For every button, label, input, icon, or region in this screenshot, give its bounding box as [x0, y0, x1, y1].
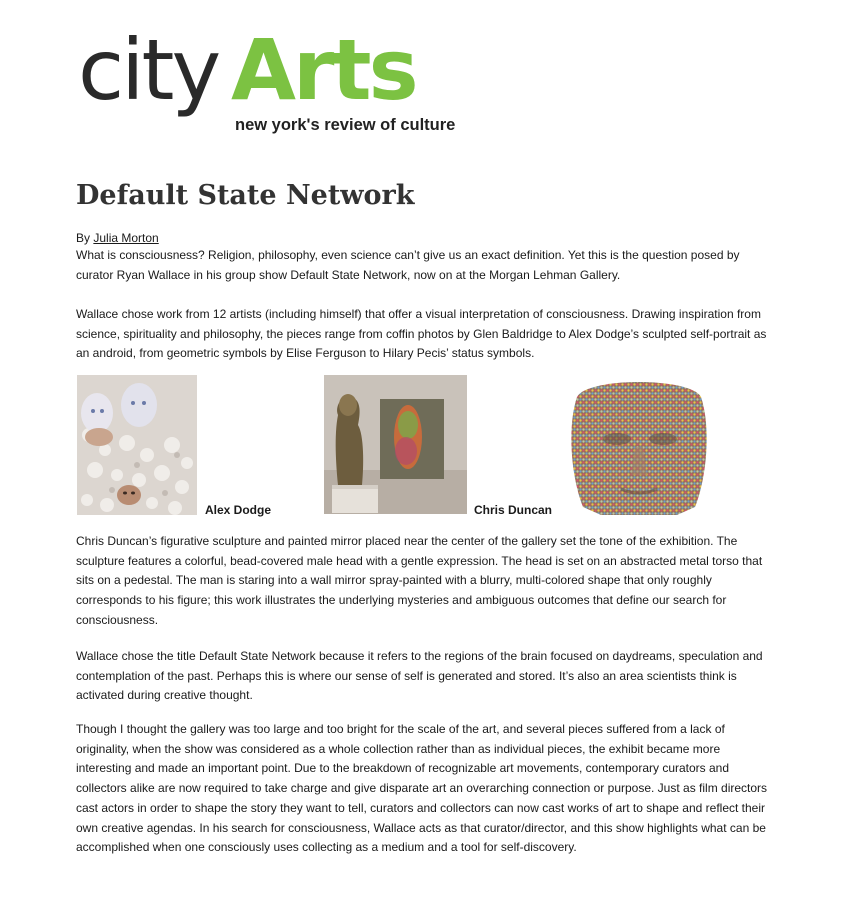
photo-bead-head-illustration	[567, 377, 711, 515]
paragraph-review: Though I thought the gallery was too large and too bright for the scale of the art, and several pieces suffered from a lack of originality, when the show was considered as a whole collection rather than as individual pieces, the exhibit became more interesting and made an important point. Due to the breakdown of recognizable art movements, contemporary curators and collectors alike are now required to take charge and give disparate art an overarching connection or purpose. Just as film directors cast actors in order to shape the story they want to tell, curators and collectors can now cast works of art to shape and reflect their own creative agendas. In his search for consciousness, Wallace acts as that curator/director, and this show highlights what can be accomplished when one consciously uses collecting as a medium and a tool for self-discovery.	[76, 722, 768, 855]
photo-chris-duncan-installation	[324, 375, 467, 514]
byline-prefix: By	[76, 231, 91, 245]
paragraph-title-meaning: Wallace chose the title Default State Network because it refers to the regions of the brain focused on daydreams, speculation and contemplation of the past. Perhaps this is where our sense of self is generated and stored. It’s also an area scientists think is activated during creative thought.	[76, 649, 763, 703]
paragraph-chris-duncan: Chris Duncan’s figurative sculpture and painted mirror placed near the center of the gallery set the tone of the exhibition. The sculpture features a colorful, bead-covered male head with a gentle expression. The head is set on an abstracted metal torso that sits on a pedestal. The man is staring into a wall mirror spray-painted with a blurry, multi-colored shape that only roughly corresponds to his figure; this work illustrates the underlying mysteries and ambiguous outcomes that define our search for consciousness.	[76, 534, 763, 627]
photo-chris-duncan-bead-head	[567, 377, 711, 515]
cityarts-logo[interactable]	[78, 21, 468, 138]
byline	[76, 231, 159, 245]
logo-arts-wordmark: Arts	[231, 21, 416, 119]
logo-city-wordmark: city	[78, 21, 219, 119]
photo-caption-alex-dodge: Alex Dodge	[205, 503, 272, 517]
photo-caption-chris-duncan: Chris Duncan	[474, 503, 553, 517]
paragraph-artists: Wallace chose work from 12 artists (including himself) that offer a visual interpretation of consciousness. Drawing inspiration from science, spirituality and philosophy, the pieces range from coffin photos by Glen Baldridge to Alex Dodge’s sculpted self-portrait as an android, from geometric symbols by Elise Ferguson to Hilary Pecis’ status symbols.	[76, 307, 767, 361]
article-title: Default State Network	[76, 180, 415, 211]
photo-chris-duncan-illustration	[324, 375, 467, 514]
photo-alex-dodge	[77, 375, 197, 515]
author-link[interactable]: Julia Morton	[93, 231, 159, 245]
paragraph-intro: What is consciousness? Religion, philosophy, even science can’t give us an exact definition. Yet this is the question posed by curator Ryan Wallace in his group show Default State Network, now on at the Morgan Lehman Gallery.	[76, 248, 740, 282]
logo-tagline: new york's review of culture	[235, 116, 456, 134]
photo-alex-dodge-illustration	[77, 375, 197, 515]
